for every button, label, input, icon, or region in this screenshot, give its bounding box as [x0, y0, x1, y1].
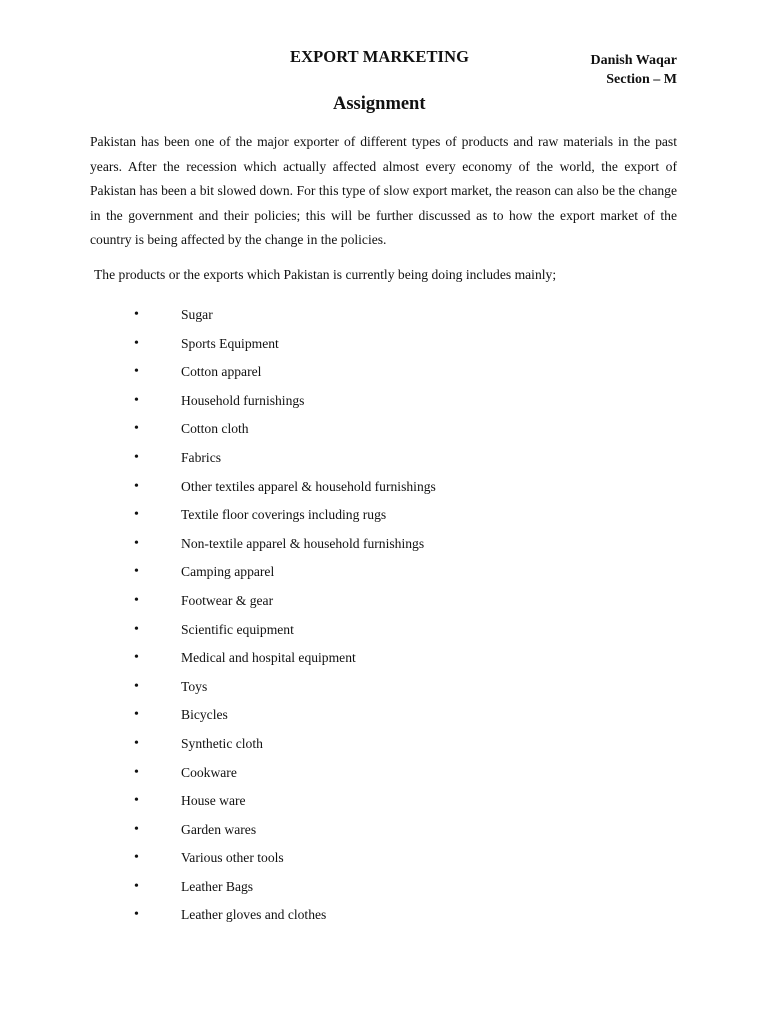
list-item-label: Sports Equipment	[181, 335, 279, 351]
bullet-icon: •	[134, 592, 139, 608]
list-item-label: Camping apparel	[181, 564, 275, 580]
author-name: Danish Waqar	[590, 53, 677, 68]
author-section: Section – M	[606, 72, 677, 87]
bullet-icon: •	[134, 478, 139, 494]
bullet-icon: •	[134, 364, 139, 380]
list-item-label: Fabrics	[181, 449, 222, 465]
bullet-icon: •	[134, 764, 139, 780]
list-item-label: Toys	[181, 678, 208, 694]
list-item-label: Textile floor coverings including rugs	[181, 507, 387, 523]
bullet-icon: •	[134, 535, 139, 551]
bullet-icon: •	[134, 449, 139, 465]
list-item-label: Medical and hospital equipment	[181, 650, 356, 666]
list-item-label: Non-textile apparel & household furnishings	[181, 535, 425, 551]
bullet-icon: •	[134, 564, 139, 580]
bullet-icon: •	[134, 678, 139, 694]
bullet-icon: •	[134, 335, 139, 351]
bullet-icon: •	[134, 392, 139, 408]
bullet-icon: •	[134, 850, 139, 866]
document-title: EXPORT MARKETING	[290, 47, 470, 66]
list-item-label: Footwear & gear	[181, 592, 274, 608]
bullet-icon: •	[134, 621, 139, 637]
author-block	[591, 51, 678, 89]
list-item-label: Garden wares	[181, 821, 257, 837]
bullet-icon: •	[134, 793, 139, 809]
bullet-icon: •	[134, 307, 139, 322]
list-item-label: Cotton apparel	[181, 364, 262, 380]
list-item-label: Cotton cloth	[181, 421, 249, 437]
bullet-icon: •	[134, 507, 139, 523]
bullet-icon: •	[134, 907, 139, 923]
list-item-label: Scientific equipment	[181, 621, 294, 637]
list-item-label: Synthetic cloth	[181, 735, 263, 751]
list-item-label: Bicycles	[181, 707, 228, 723]
bullet-icon: •	[134, 878, 139, 894]
list-item-label: Household furnishings	[181, 392, 305, 408]
list-item-label: Other textiles apparel & household furnishings	[181, 478, 436, 494]
lead-sentence: The products or the exports which Pakistan is currently being doing includes mainly;	[94, 267, 557, 282]
list-item-label: House ware	[181, 793, 246, 809]
list-item-label: Cookware	[181, 764, 237, 780]
assignment-heading: Assignment	[333, 94, 426, 114]
intro-paragraph: Pakistan has been one of the major exporter of different types of products and raw materials in the past years. After the recession which actually affected almost every economy of the world, the export of Pakistan has been a bit slowed down. For this type of slow export market, the reason can also be the change in the government and their policies; this will be further discussed as to how the export market of the country is being affected by the change in the policies.	[90, 134, 677, 248]
list-item-label: Sugar	[181, 307, 213, 322]
bullet-icon: •	[134, 421, 139, 437]
bullet-icon: •	[134, 735, 139, 751]
list-item-label: Leather gloves and clothes	[181, 907, 327, 923]
list-item-label: Various other tools	[181, 850, 284, 866]
bullet-icon: •	[134, 707, 139, 723]
bullet-icon: •	[134, 821, 139, 837]
bullet-icon: •	[134, 650, 139, 666]
list-item-label: Leather Bags	[181, 878, 254, 894]
